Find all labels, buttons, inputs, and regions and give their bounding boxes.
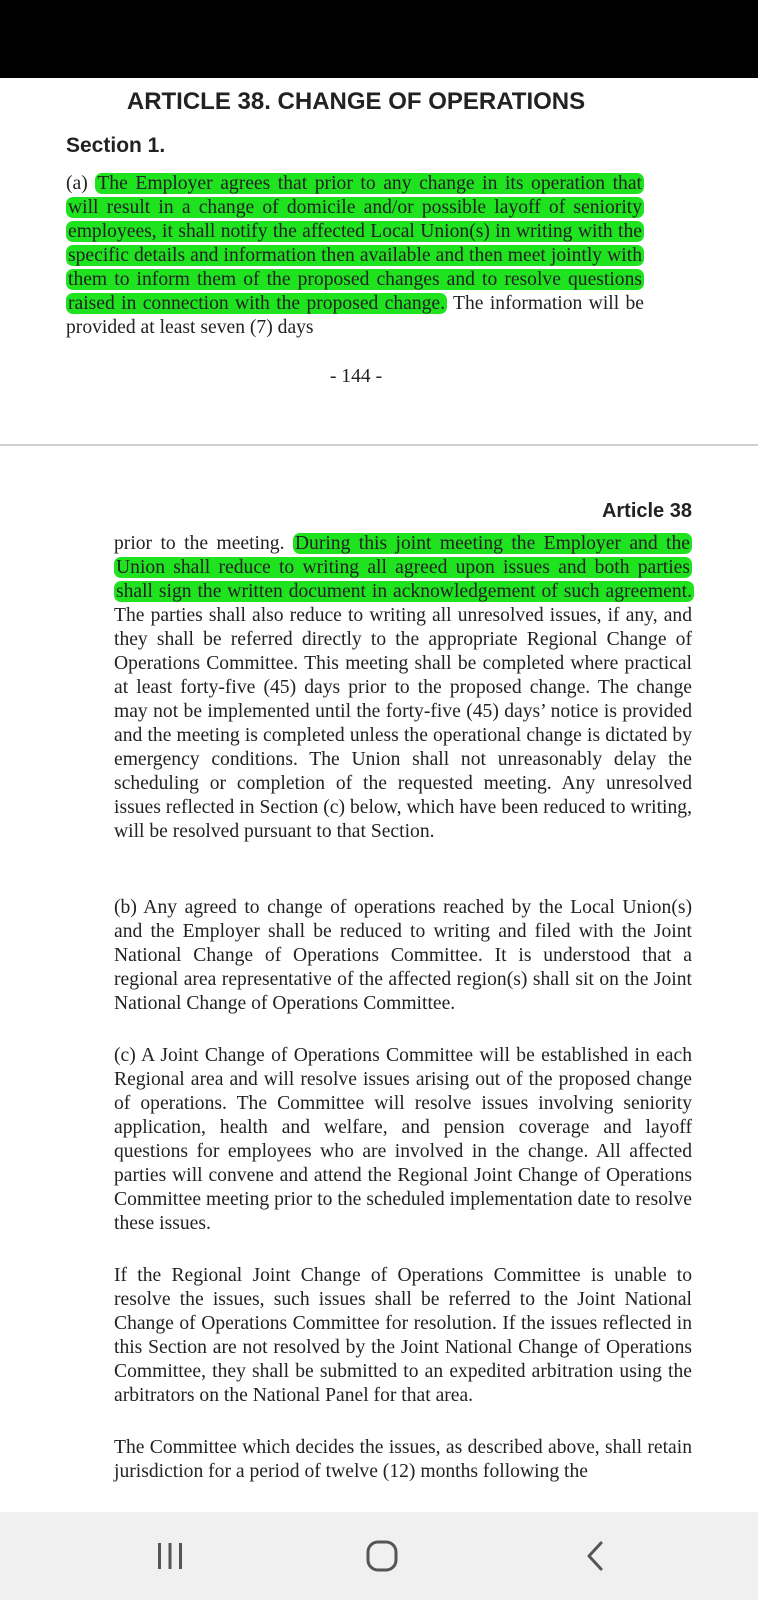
paragraph-a-continued-lead: prior to the meeting. [114, 533, 285, 554]
paragraph-a [66, 172, 644, 340]
paragraph-a-continued [114, 532, 692, 844]
recents-button[interactable] [140, 1534, 200, 1578]
paragraph-a-lead: (a) [66, 173, 88, 194]
navigation-bar [0, 1512, 758, 1600]
back-icon [584, 1540, 606, 1572]
paragraph-b: (b) Any agreed to change of operations reached by the Local Union(s) and the Employer shall be reduced to writing and filed with the Joint National Change of Operations Committee. It is understood that a regional area representative of the affected region(s) shall sit on the Joint National Change of Operations Committee. [114, 897, 692, 1014]
back-button[interactable] [565, 1534, 625, 1578]
running-head: Article 38 [601, 500, 692, 522]
article-title: ARTICLE 38. CHANGE OF OPERATIONS [126, 88, 586, 115]
home-button[interactable] [352, 1534, 412, 1578]
page-divider [0, 444, 758, 446]
home-icon [365, 1539, 399, 1573]
paragraph-jurisdiction: The Committee which decides the issues, as described above, shall retain jurisdiction for a period of twelve (12) months following the [114, 1437, 692, 1482]
highlighted-text: The Employer agrees that prior to any change in its operation that will result in a change of domicile and/or possible layoff of seniority employees, it shall notify the affected Local Union(s) in writing with the specific details and information then available and then meet jointly with them to inform them of the proposed changes and to resolve questions raised in connection with the proposed change. [68, 173, 642, 314]
section-heading: Section 1. [66, 134, 166, 157]
paragraph-a-continued-rest: The parties shall also reduce to writing all unresolved issues, if any, and they shall be referred directly to the appropriate Regional Change of Operations Committee. This meeting shall be completed where practical at least forty-five (45) days prior to the proposed change. The change may not be implemented until the forty-five (45) days’ notice is provided and the meeting is completed unless the operational change is dictated by emergency conditions. The Union shall not unreasonably delay the scheduling or completion of the requested meeting. Any unresolved issues reflected in Section (c) below, which have been reduced to writing, will be resolved pursuant to that Section. [114, 605, 692, 842]
paragraph-c: (c) A Joint Change of Operations Committee will be established in each Regional area and will resolve issues arising out of the proposed change of operations. The Committee will resolve issues involving seniority application, health and welfare, and pension coverage and layoff questions for employees who are involved in the change. All affected parties will convene and attend the Regional Joint Change of Operations Committee meeting prior to the scheduled implementation date to resolve these issues. [114, 1045, 692, 1234]
status-bar [0, 0, 758, 78]
recents-icon [155, 1542, 185, 1570]
highlighted-text: During this joint meeting the Employer and the Union shall reduce to writing all agreed upon issues and both parties shall sign the written document in acknowledgement of such agreement. [116, 533, 692, 602]
paragraph-regional-referral: If the Regional Joint Change of Operations Committee is unable to resolve the issues, such issues shall be referred to the Joint National Change of Operations Committee for resolution. If the issues reflected in this Section are not resolved by the Joint National Change of Operations Committee, they shall be submitted to an expedited arbitration using the arbitrators on the National Panel for that area. [114, 1265, 692, 1406]
paragraph-a-rest: The information will be provided at least seven (7) days [66, 293, 645, 338]
page-number: - 144 - [329, 366, 383, 387]
